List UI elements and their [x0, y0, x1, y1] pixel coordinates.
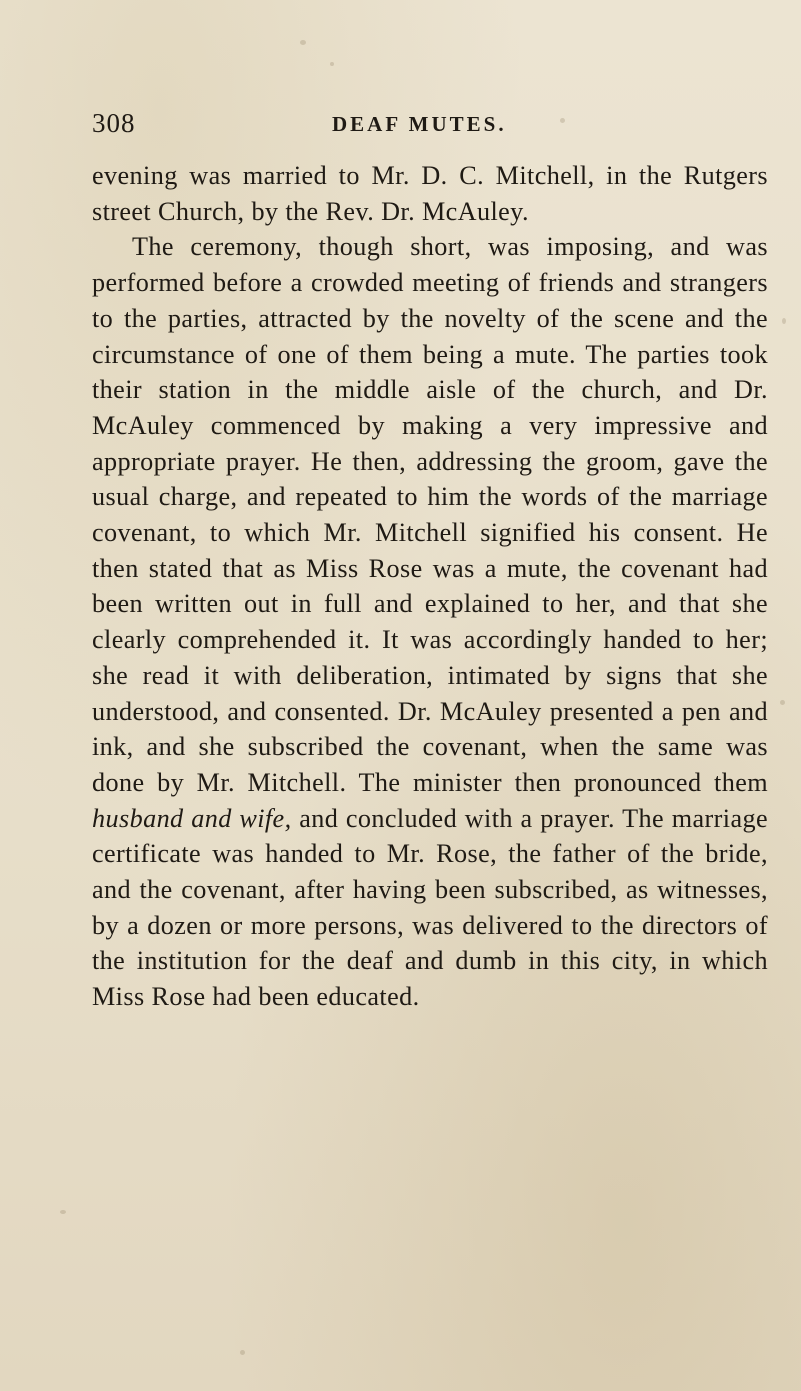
paper-speck — [330, 62, 334, 66]
paragraph-text: and concluded with a prayer. The marriage certificate was handed to Mr. Rose, the father of the bride, and the covenant, after having been subscribed, as witnesses, by a dozen or more persons, was delivered to the directors of the institution for the deaf and dumb in this city, in which Miss Rose had been educated. — [92, 803, 768, 1012]
page-number: 308 — [92, 108, 136, 138]
page-header — [92, 108, 712, 144]
paper-speck — [300, 40, 306, 45]
paper-speck — [240, 1350, 245, 1355]
italic-phrase: husband and wife, — [92, 803, 292, 833]
paragraph: evening was married to Mr. D. C. Mitchell, in the Rutgers street Church, by the Rev. Dr. McAuley. — [92, 161, 768, 226]
paper-speck — [782, 318, 786, 324]
paper-speck — [60, 1210, 66, 1214]
paper-speck — [780, 700, 785, 705]
paragraph-text: The ceremony, though short, was imposing, and was performed before a crowded meeting of friends and strangers to the parties, attracted by the novelty of the scene and the circumstance of one of them being a mute. The parties took their station in the middle aisle of the church, and Dr. McAuley commenced by making a very impressive and appropriate prayer. He then, addressing the groom, gave the usual charge, and repeated to him the words of the marriage covenant, to which Mr. Mitchell signified his consent. He then stated that as Miss Rose was a mute, the covenant had been written out in full and explained to her, and that she clearly comprehended it. It was accordingly handed to her; she read it with deliberation, intimated by signs that she understood, and consented. Dr. McAuley presented a pen and ink, and she subscribed the covenant, when the same was done by Mr. Mitchell. The minister then pronounced them — [92, 232, 768, 797]
running-head: DEAF MUTES. — [332, 112, 507, 136]
body-text — [92, 158, 768, 1015]
paragraph — [92, 229, 768, 1014]
